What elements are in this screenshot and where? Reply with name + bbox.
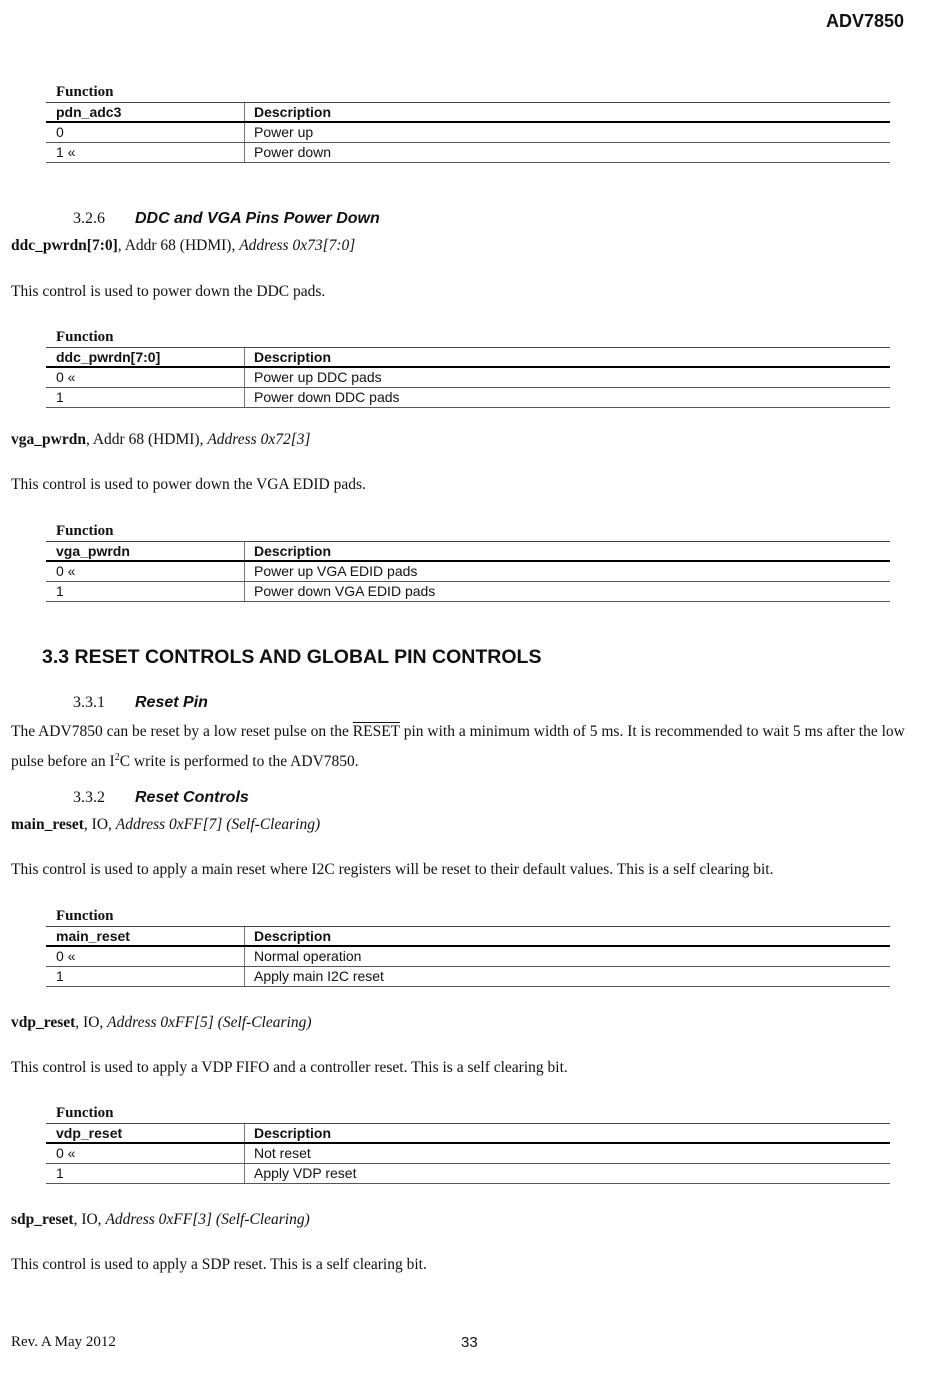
document-title: ADV7850 <box>825 11 904 31</box>
table-cell-value: 1 <box>46 967 245 986</box>
header-cell-name: vga_pwrdn <box>46 542 245 560</box>
table-header-row <box>46 102 890 123</box>
table-cell-description: Power up VGA EDID pads <box>254 563 418 579</box>
register-name: vdp_reset <box>11 1014 76 1031</box>
table-cell-description: Power up <box>254 124 314 140</box>
section-heading-3-2-6 <box>73 210 380 228</box>
table-cell-value: 0 <box>46 123 245 142</box>
superscript: 2 <box>114 752 120 763</box>
register-line-vdp-reset <box>11 1014 312 1032</box>
table-row <box>46 143 890 163</box>
register-name: vga_pwrdn <box>11 431 86 448</box>
table-row <box>46 123 890 143</box>
section-number: 3.3.1 <box>73 694 105 711</box>
table-row <box>46 582 890 602</box>
table-cell-description: Power down DDC pads <box>254 389 400 405</box>
header-cell-description: Description <box>254 104 332 120</box>
register-description: This control is used to power down the DDC pads. <box>11 283 326 300</box>
register-name: sdp_reset <box>11 1211 74 1228</box>
table-header-row <box>46 541 890 562</box>
function-table-main-reset <box>46 906 890 987</box>
section-heading-3-3: 3.3 RESET CONTROLS AND GLOBAL PIN CONTROLS <box>42 646 542 668</box>
register-map: , Addr 68 (HDMI), <box>85 431 208 448</box>
text-run: pin with a minimum width of 5 ms. It is recommended to wait 5 ms after the low pulse before an I <box>11 723 905 771</box>
register-line-sdp-reset <box>11 1211 310 1229</box>
table-cell-value: 0 « <box>46 947 245 966</box>
table-cell-description: Normal operation <box>254 948 362 964</box>
table-row <box>46 368 890 388</box>
table-caption: Function <box>56 523 114 539</box>
table-caption: Function <box>56 84 114 100</box>
section-heading-3-3-1 <box>73 694 208 712</box>
section-heading-3-3-2 <box>73 789 249 807</box>
register-line-vga <box>11 431 311 449</box>
table-cell-description: Power up DDC pads <box>254 369 382 385</box>
table-cell-value: 0 « <box>46 368 245 387</box>
text-run: The ADV7850 can be reset by a low reset pulse on the <box>11 723 353 740</box>
register-address: Address 0xFF[5] (Self-Clearing) <box>107 1014 312 1031</box>
table-row <box>46 1164 890 1184</box>
reset-pin-label: RESET <box>352 723 400 740</box>
header-cell-name: vdp_reset <box>46 1124 245 1142</box>
table-row <box>46 562 890 582</box>
table-cell-description: Power down <box>254 144 332 160</box>
register-name: main_reset <box>11 816 84 833</box>
function-table-vdp-reset <box>46 1103 890 1184</box>
header-cell-description: Description <box>254 928 332 944</box>
header-cell-name: main_reset <box>46 927 245 945</box>
section-title: Reset Pin <box>135 694 208 711</box>
table-cell-value: 0 « <box>46 562 245 581</box>
table-header-row <box>46 1123 890 1144</box>
table-caption: Function <box>56 908 114 924</box>
text-run: C write is performed to the ADV7850. <box>119 753 359 771</box>
table-row <box>46 967 890 987</box>
table-cell-description: Power down VGA EDID pads <box>254 583 436 599</box>
table-cell-value: 1 <box>46 388 245 407</box>
section-number: 3.2.6 <box>73 210 105 227</box>
register-description: This control is used to power down the VGA EDID pads. <box>11 476 366 493</box>
register-line-ddc <box>11 237 355 255</box>
table-cell-description: Not reset <box>254 1145 311 1161</box>
table-row <box>46 388 890 408</box>
register-description: This control is used to apply a SDP reset. This is a self clearing bit. <box>11 1256 427 1273</box>
header-cell-description: Description <box>254 349 332 365</box>
register-address: Address 0x73[7:0] <box>239 237 356 254</box>
section-title: Reset Controls <box>135 789 249 806</box>
register-description: This control is used to apply a VDP FIFO and a controller reset. This is a self clearing bit. <box>11 1059 568 1076</box>
table-cell-value: 0 « <box>46 1144 245 1163</box>
table-header-row <box>46 347 890 368</box>
register-address: Address 0x72[3] <box>207 431 311 448</box>
table-caption: Function <box>56 1105 114 1121</box>
register-map: , IO, <box>75 1014 108 1031</box>
header-cell-description: Description <box>254 543 332 559</box>
function-table-ddc-pwrdn <box>46 327 890 408</box>
register-map: , IO, <box>83 816 116 833</box>
table-row <box>46 1144 890 1164</box>
register-address: Address 0xFF[7] (Self-Clearing) <box>115 816 321 833</box>
function-table-vga-pwrdn <box>46 521 890 602</box>
header-cell-name: pdn_adc3 <box>46 103 245 121</box>
function-table-pdn-adc3 <box>46 82 890 163</box>
table-cell-value: 1 <box>46 582 245 601</box>
header-cell-name: ddc_pwrdn[7:0] <box>46 348 245 366</box>
register-description: This control is used to apply a main reset where I2C registers will be reset to their default values. This is a self clearing bit. <box>11 861 774 878</box>
register-address: Address 0xFF[3] (Self-Clearing) <box>105 1211 310 1228</box>
register-map: , IO, <box>73 1211 106 1228</box>
reset-pin-paragraph <box>11 719 916 775</box>
register-line-main-reset <box>11 816 320 834</box>
register-name: ddc_pwrdn[7:0] <box>11 237 118 254</box>
section-title: DDC and VGA Pins Power Down <box>135 210 380 227</box>
table-header-row <box>46 926 890 947</box>
table-cell-description: Apply VDP reset <box>254 1165 357 1181</box>
register-map: , Addr 68 (HDMI), <box>117 237 240 254</box>
footer-revision: Rev. A May 2012 <box>11 1334 116 1350</box>
header-cell-description: Description <box>254 1125 332 1141</box>
table-cell-value: 1 <box>46 1164 245 1183</box>
page-number: 33 <box>461 1334 478 1351</box>
table-row <box>46 947 890 967</box>
table-caption: Function <box>56 329 114 345</box>
section-number: 3.3.2 <box>73 789 105 806</box>
table-cell-description: Apply main I2C reset <box>254 968 384 984</box>
table-cell-value: 1 « <box>46 143 245 162</box>
